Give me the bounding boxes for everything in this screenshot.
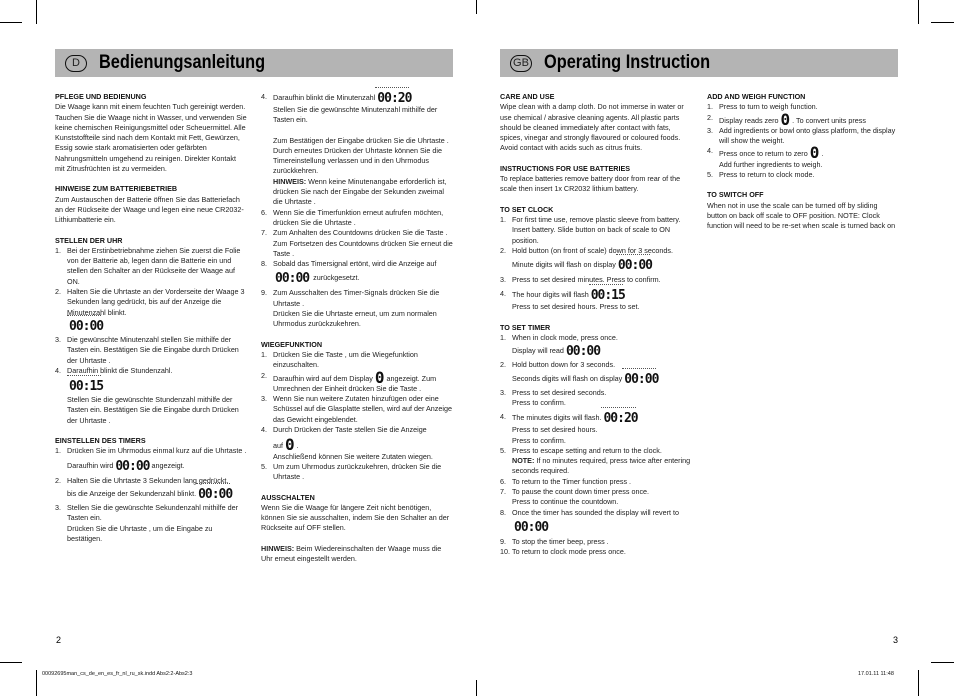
list-item: 6. Wenn Sie die Timerfunktion erneut aufrufen möchten, drücken Sie die Uhrtaste . — [261, 207, 444, 227]
lcd-display-image — [55, 380, 247, 393]
german-header-banner — [55, 49, 453, 77]
list-item: 5. Um zum Uhrmodus zurückzukehren, drücken Sie die Uhrtaste . — [261, 461, 442, 482]
lcd-reading: 0 — [285, 435, 295, 455]
list-item: 10. To return to clock mode press once. — [500, 547, 626, 557]
list-item: 8. Once the timer has sounded the display will revert to — [500, 507, 679, 517]
list-item-continued: Press to set desired hours. Press to set. — [512, 302, 640, 312]
section-heading: TO SET CLOCK — [500, 204, 554, 214]
lcd-reading: 00:00 — [565, 344, 601, 360]
print-slug-filename: 00092695man_cs_de_en_es_fr_nl_ru_sk.indd Abs2:2-Abs2:3 — [42, 671, 193, 677]
list-item-continued: auf 0 . — [273, 435, 299, 455]
battery-section-de — [55, 184, 247, 225]
german-title: Bedienungsanleitung — [99, 52, 266, 73]
list-item-continued: Drücken Sie die Uhrtaste erneut, um zum normalen Uhrmodus zurückzukehren. — [273, 309, 437, 329]
section-heading: EINSTELLEN DES TIMERS — [55, 436, 146, 446]
clock-section-en — [500, 205, 692, 313]
lcd-reading: 00:00 — [514, 519, 549, 535]
list-item-continued: Press to continue the countdown. — [512, 497, 619, 507]
lcd-reading: 00:20 — [603, 411, 638, 427]
section-heading: INSTRUCTIONS FOR USE BATTERIES — [500, 163, 631, 173]
list-item: 6. To return to the Timer function press . — [500, 476, 632, 486]
print-slug-date: 17.01.11 11:48 — [858, 671, 894, 677]
list-item-continued: Durch erneutes Drücken der Uhrtaste können Sie die Timereinstellung verlassen und in den Uhrmodus zurückkehren. — [273, 145, 442, 176]
list-item: 1. Drücken Sie die Taste , um die Wiegefunktion einzuschalten. — [261, 349, 418, 370]
section-heading: CARE AND USE — [500, 92, 555, 101]
list-item-continued: Stellen Sie die gewünschte Stundenzahl mithilfe der Tasten ein. Bestätigen Sie die Eingabe durch Drücken der Uhrtaste . — [67, 395, 239, 425]
list-item: 4. Press once to return to zero 0 . — [707, 143, 824, 163]
timer-section-en — [500, 323, 692, 558]
english-header-banner — [500, 49, 898, 77]
list-item: 3. Add ingredients or bowl onto glass platform, the display will show the weight. — [707, 125, 896, 146]
list-item: 2. Halten Sie die Uhrtaste an der Vorderseite der Waage 3 Sekunden lang gedrückt, bis auf der Anzeige die Minutenzahl blinkt. — [55, 287, 245, 317]
section-heading: TO SWITCH OFF — [707, 190, 764, 200]
list-item: 2. Hold button down for 3 seconds. — [500, 360, 616, 370]
note-de: HINWEIS: Wenn keine Minutenangabe erforderlich ist, drücken Sie nach der Eingabe der Sekunden zweimal die Uhrtaste . — [273, 176, 447, 207]
crop-mark — [36, 670, 37, 696]
note-de: HINWEIS: Beim Wiedereinschalten der Waage muss die Uhr erneut eingestellt werden. — [261, 543, 442, 563]
german-column-1 — [55, 92, 247, 554]
list-item: 4. Daraufhin blinkt die Stundenzahl. — [55, 365, 173, 375]
crop-mark — [0, 22, 22, 23]
list-item-continued: Stellen Sie die gewünschte Minutenzahl mithilfe der Tasten ein. — [273, 105, 438, 125]
page-number-left: 2 — [56, 635, 62, 645]
english-column-2 — [707, 92, 899, 242]
list-item: 5. Press to escape setting and return to the clock. — [500, 445, 662, 455]
list-item-continued: Seconds digits will flash on display 00:00 — [512, 371, 659, 387]
list-item-continued: bis die Anzeige der Sekundenzahl blinkt. 00:00 — [67, 486, 233, 502]
section-text: Wipe clean with a damp cloth. Do not immerse in water or use chemical / abrasive cleaning agents. All plastic parts should be cleaned immediately after contact with fats, spices, vinegar and strongly flavoured or coloured foods. Avoid contact with acids such as citrus fruits. — [500, 102, 684, 153]
list-item-continued: Minute digits will flash on display 00:00 — [512, 258, 653, 274]
list-item: 4. The hour digits will flash 00:15 — [500, 288, 625, 304]
section-heading: STELLEN DER UHR — [55, 235, 123, 245]
lcd-reading: 00:15 — [590, 288, 625, 304]
list-item-continued: Press to set desired hours. — [512, 425, 598, 435]
section-heading: AUSSCHALTEN — [261, 492, 315, 502]
list-item: 7. To pause the count down timer press once. — [500, 487, 650, 497]
lcd-reading: 0 — [374, 367, 385, 387]
lcd-reading: 0 — [809, 143, 820, 163]
lcd-display-image — [500, 521, 692, 534]
section-text: To replace batteries remove battery door from rear of the scale then insert 1x CR2032 lithium battery. — [500, 174, 681, 194]
care-section-en — [500, 92, 692, 154]
list-item: 4. The minutes digits will flash. 00:20 — [500, 411, 638, 427]
lcd-reading: 00:00 — [69, 318, 104, 334]
list-item: 2. Daraufhin wird auf dem Display 0 angezeigt. Zum Umrechnen der Einheit drücken Sie die Taste . — [261, 367, 437, 393]
lcd-reading: 00:20 — [377, 91, 412, 106]
list-item-continued: Add further ingredients to weigh. — [719, 159, 823, 169]
lcd-reading: 00:00 — [198, 486, 233, 502]
list-item: 9. To stop the timer beep, press . — [500, 536, 609, 546]
list-item: 3. Die gewünschte Minutenzahl stellen Sie mithilfe der Tasten ein. Bestätigen Sie die Eingabe durch Drücken der Uhrtaste . — [55, 334, 239, 365]
crop-mark — [931, 662, 954, 663]
list-item: 2. Hold button (on front of scale) down for 3 seconds. — [500, 245, 674, 255]
page-number-right: 3 — [893, 635, 899, 645]
crop-mark — [36, 0, 37, 24]
list-item: 1. For first time use, remove plastic sleeve from battery. Insert battery. Slide button on back of scale to ON position. — [500, 214, 681, 245]
list-item-continued: Daraufhin wird 00:00 angezeigt. — [67, 458, 185, 474]
german-column-2 — [261, 92, 453, 564]
language-badge-de: D — [65, 55, 87, 72]
crop-mark — [0, 662, 22, 663]
list-item: 9. Zum Ausschalten des Timer-Signals drücken Sie die Uhrtaste . — [261, 288, 440, 308]
list-item: 1. When in clock mode, press once. — [500, 333, 618, 343]
crop-mark — [476, 680, 477, 696]
section-heading: HINWEISE ZUM BATTERIEBETRIEB — [55, 184, 178, 194]
switch-off-section-en — [707, 190, 899, 231]
list-item: 3. Stellen Sie die gewünschte Sekundenzahl mithilfe der Tasten ein. — [55, 502, 239, 523]
section-heading: ADD AND WEIGH FUNCTION — [707, 92, 806, 101]
timer-section-de — [55, 436, 247, 544]
crop-mark — [918, 670, 919, 696]
list-item-continued: Zum Fortsetzen des Countdowns drücken Sie erneut die Taste . — [273, 238, 453, 258]
list-item-continued: Drücken Sie die Uhrtaste , um die Eingabe zu bestätigen. — [67, 523, 213, 543]
list-item: 4. Daraufhin blinkt die Minutenzahl 00:20 — [261, 91, 412, 106]
list-item: 8. Sobald das Timersignal ertönt, wird die Anzeige auf — [261, 259, 437, 269]
lcd-reading: 0 — [780, 109, 791, 129]
list-item: 2. Halten Sie die Uhrtaste 3 Sekunden lang gedrückt, — [55, 475, 229, 485]
list-item: 1. Drücken Sie im Uhrmodus einmal kurz auf die Uhrtaste . — [55, 446, 247, 456]
list-item: 1. Bei der Erstinbetriebnahme ziehen Sie zuerst die Folie von der Batterie ab, legen dann die Batterie ein und stellen den Schalter an der Rückseite der Waage auf ON. — [55, 245, 241, 286]
list-item-continued: Press to confirm. — [512, 397, 566, 407]
list-item: 7. Zum Anhalten des Countdowns drücken Sie die Taste . — [261, 228, 448, 238]
clock-section-de — [55, 236, 247, 426]
list-item: 2. Display reads zero 0 . To convert units press — [707, 109, 866, 129]
list-item-continued: Press to confirm. — [512, 435, 566, 445]
section-heading: WIEGEFUNKTION — [261, 339, 323, 349]
battery-section-en — [500, 164, 692, 195]
lcd-reading: 00:00 — [115, 458, 150, 474]
list-item: 5. Press to return to clock mode. — [707, 170, 815, 180]
list-item: 3. Press to set desired seconds. — [500, 387, 607, 397]
list-item-continued: Zum Bestätigen der Eingabe drücken Sie die Uhrtaste . — [273, 135, 449, 145]
english-title: Operating Instruction — [544, 52, 711, 73]
care-section-de — [55, 92, 247, 174]
list-item: 3. Press to set desired minutes. Press to confirm. — [500, 275, 661, 285]
note-en: NOTE: If no minutes required, press twice after entering seconds required. — [512, 456, 691, 476]
lcd-reading: 00:00 — [275, 271, 310, 287]
list-item: 3. Wenn Sie nun weitere Zutaten hinzufügen oder eine Schüssel auf die Glasplatte stellen, wird auf der Anzeige das Gewicht eingeblendet. — [261, 394, 452, 424]
lcd-reading: 00:00 — [624, 371, 659, 387]
section-text: Wenn Sie die Waage für längere Zeit nicht benötigen, können Sie sie ausschalten, indem Sie den Schalter an der Rückseite auf OFF stellen. — [261, 502, 450, 533]
section-heading: TO SET TIMER — [500, 322, 551, 332]
section-text: When not in use the scale can be turned off by sliding button on back off scale to OFF position. NOTE: Clock function will need to be re-set when scale is turned back on — [707, 200, 896, 231]
lcd-reading: 00:00 — [617, 258, 653, 274]
section-heading: PFLEGE UND BEDIENUNG — [55, 92, 147, 101]
lcd-reading: 00:15 — [69, 379, 104, 395]
section-text: Die Waage kann mit einem feuchten Tuch gereinigt werden. Tauchen Sie die Waage nicht in Wasser, und verwenden Sie keine chemischen Reinigungsmittel oder Scheuermittel. Alle Kunststoffteile sind nach dem Kontakt mit Fett, Gewürzen, Essig sowie stark aromatisierten oder gefärbten Nahrungsmitteln umgehend zu reinigen. Direkter Kontakt mit Zitrusfrüchten ist zu vermeiden. — [55, 102, 247, 174]
weigh-section-en — [707, 92, 899, 180]
list-item: 1. Press to turn to weigh function. — [707, 102, 818, 112]
english-column-1 — [500, 92, 692, 568]
language-badge-gb: GB — [510, 55, 532, 72]
lcd-display-image — [55, 320, 247, 333]
crop-mark — [931, 22, 954, 23]
crop-mark — [918, 0, 919, 24]
section-text: Zum Austauschen der Batterie öffnen Sie das Batteriefach an der Rückseite der Waage und legen eine neue CR2032-Lithiumbatterie ein. — [55, 194, 244, 225]
crop-mark — [476, 0, 477, 14]
list-item-continued: 00:00 zurückgesetzt. — [275, 271, 360, 287]
list-item-continued: Display will read 00:00 — [512, 344, 601, 360]
list-item: 4. Durch Drücken der Taste stellen Sie die Anzeige — [261, 425, 427, 435]
list-item-continued: Anschließend können Sie weitere Zutaten wiegen. — [273, 451, 433, 461]
